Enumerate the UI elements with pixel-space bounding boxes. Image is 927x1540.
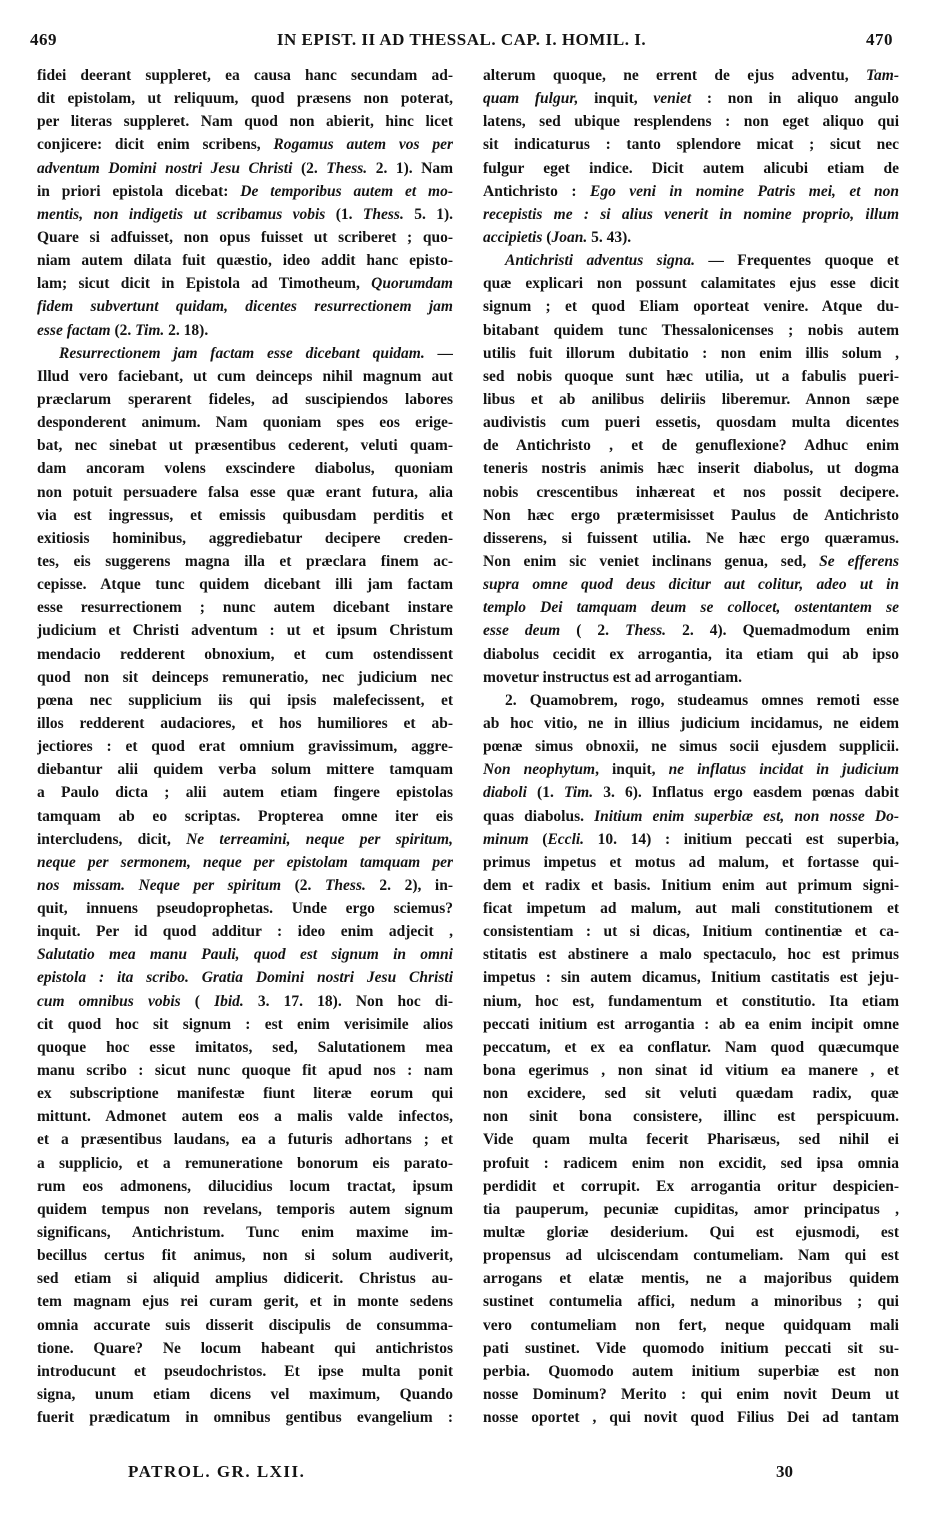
text-line: Antichristo : Ego veni in nomine Patris mei, et non xyxy=(483,182,899,200)
text-line: fidei deerant suppleret, ea causa hanc secundam ad- xyxy=(37,67,453,84)
text-line: Non hæc ergo prætermisisset Paulus de Antichristo xyxy=(483,506,899,524)
text-line: tione. Quare? Ne locum habeant qui antichristos xyxy=(37,1339,453,1357)
text-line: desponderent animum. Nam quoniam spes eos erige- xyxy=(37,414,453,432)
text-line: impetus : sin autem dicamus, Initium castitatis est jeju- xyxy=(483,969,899,987)
text-line: nosse Dominum? Merito : qui enim novit Deum ut xyxy=(483,1386,899,1404)
text-line: cum omnibus vobis ( Ibid. 3. 17. 18). Non hoc di- xyxy=(37,992,453,1010)
text-line: diebantur alii quidem verba solum mittere tamquam xyxy=(37,761,453,779)
text-line: quit, innuens pseudoprophetas. Unde ergo sciemus? xyxy=(37,900,453,918)
text-line: jectiores : et quod erat omnium gravissimum, aggre- xyxy=(37,738,453,756)
text-line: disserens, si fuissent utilia. Ne hæc ergo quæramus. xyxy=(483,529,899,547)
text-line: in priori epistola dicebat: De temporibus autem et mo- xyxy=(37,182,453,200)
text-line: inquit. Per id quod additur : ideo enim adjecit , xyxy=(37,923,453,941)
text-line: recepistis me : si alius venerit in nomine proprio, illum xyxy=(483,205,899,223)
text-line: vero contumeliam non fert, neque quidquam mali xyxy=(483,1316,899,1334)
text-line: Non enim sic veniet inclinans genua, sed, Se efferens xyxy=(483,552,899,570)
text-line: teneris nostris animis hæc inserit diabolus, ut dogma xyxy=(483,460,899,478)
text-line: tem magnam ejus rei curam gerit, et in monte sedens xyxy=(37,1293,453,1311)
text-line: nobis crescentibus inhæreat et nos possit decipere. xyxy=(483,483,899,501)
text-line: quod non sit deinceps remuneratio, nec judicium nec xyxy=(37,668,453,686)
text-line: propensus ad ulciscendam contumeliam. Nam qui est xyxy=(483,1247,899,1265)
text-line: a Paulo dicta ; alii autem etiam fingere epistolas xyxy=(37,784,453,802)
text-line: 2. Quamobrem, rogo, studeamus omnes remoti esse xyxy=(505,691,899,709)
right-text-column xyxy=(483,64,899,1429)
text-line: mittunt. Admonet autem eos a malis valde infectos, xyxy=(37,1108,453,1126)
text-line: multæ gloriæ desiderium. Qui est ejusmodi, est xyxy=(483,1224,899,1242)
text-line: latens, sed ubique resplendens : non eget aliquo qui xyxy=(483,113,899,131)
text-line: judicium et Christi adventum : ut et ipsum Christum xyxy=(37,622,453,640)
text-line: non excidere, sed sit veluti quædam radix, quæ xyxy=(483,1085,899,1103)
text-line: peccati initium est arrogantia : ab ea enim incipit omne xyxy=(483,1015,899,1033)
text-line: stitatis est abstinere a malo spectaculo, hoc est primus xyxy=(483,946,899,964)
text-line: ab hoc vitio, ne in illius judicium incidamus, ne eidem xyxy=(483,714,899,732)
text-line: exitiosis hominibus, aggrediebatur decipere creden- xyxy=(37,529,453,547)
text-line: Non neophytum, inquit, ne inflatus incidat in judicium xyxy=(483,761,899,779)
page-number-left: 469 xyxy=(30,30,57,49)
text-line: de Antichristo , et de genuflexione? Adhuc enim xyxy=(483,437,899,455)
text-line: non potuit persuadere falsa esse quæ erant futura, alia xyxy=(37,483,453,501)
text-line: accipietis (Joan. 5. 43). xyxy=(483,228,632,246)
running-title: IN EPIST. II AD THESSAL. CAP. I. HOMIL. I. xyxy=(276,30,647,49)
text-line: cit quod hoc sit signum : est enim verisimile alios xyxy=(37,1015,453,1033)
footer-signature: PATROL. GR. LXII. xyxy=(128,1462,306,1481)
text-line: supra omne quod deus dicitur aut colitur, adeo ut in xyxy=(483,576,899,594)
text-line: mentis, non indigetis ut scribamus vobis (1. Thess. 5. 1). xyxy=(37,205,453,223)
text-line: nosse oportet , qui novit quod Filius Dei ad tantam xyxy=(483,1409,899,1427)
text-line: nium, hoc est, fundamentum et constitutio. Ita etiam xyxy=(483,992,899,1010)
text-line: lam; sicut dicit in Epistola ad Timotheum, Quorumdam xyxy=(37,275,453,293)
text-line: movetur instructus est ad arrogantiam. xyxy=(483,668,743,686)
text-line: signa, unum etiam dicens vel maximum, Quando xyxy=(37,1386,453,1404)
text-line: illos redderent audaciores, et hos humiliores et ab- xyxy=(37,714,453,732)
text-line: conjicere: dicit enim scribens, Rogamus autem vos per xyxy=(37,136,453,154)
text-line: manu scribo : sicut nunc quoque fit apud nos : nam xyxy=(37,1062,453,1080)
text-line: dem et radix et basis. Initium enim aut primum signi- xyxy=(483,876,899,894)
text-line: diabolus cecidit ex arrogantia, ita etiam qui ab ipso xyxy=(483,645,899,663)
text-line: utilis fuit illorum dubitatio : non enim illis solum , xyxy=(483,344,899,362)
text-line: esse deum ( 2. Thess. 2. 4). Quemadmodum enim xyxy=(483,622,899,640)
text-line: consistentiam : ut si dicas, Initium continentiæ et ca- xyxy=(483,923,899,941)
text-line: fuerit prædicatum in omnibus gentibus evangelium : xyxy=(37,1409,453,1427)
text-line: profuit : radicem enim non excidit, sed ipsa omnia xyxy=(483,1154,899,1172)
text-line: primus impetus et motus ad malum, et fortasse qui- xyxy=(483,853,899,871)
text-line: ficat impetum ad malum, aut mali constitutionem et xyxy=(483,900,899,918)
text-line: sed etiam si aliquid amplius didicerit. Christus au- xyxy=(37,1270,453,1288)
text-line: neque per sermonem, neque per epistolam tamquam per xyxy=(37,853,453,871)
text-line: fidem subvertunt quidam, dicentes resurrectionem jam xyxy=(37,298,453,316)
text-line: quæ explicari non possunt calamitates ejus esse dicit xyxy=(483,275,899,293)
text-line: quam fulgur, inquit, veniet : non in aliquo angulo xyxy=(483,90,899,108)
text-line: tes, eis suggerens magna illa et præclara finem ac- xyxy=(37,552,453,570)
text-line: Salutatio mea manu Pauli, quod est signum in omni xyxy=(37,946,453,964)
text-line: Quare si adfuisset, non opus fuisset ut scriberet ; quo- xyxy=(37,228,453,246)
text-line: via est ingressus, et emissis quibusdam perditis et xyxy=(37,506,453,524)
text-line: significans, Antichristum. Tunc enim maxime im- xyxy=(37,1224,453,1242)
text-line: tamquam ab eo scriptas. Propterea omne iter eis xyxy=(37,807,453,825)
text-line: dit epistolam, ut reliquum, quod præsens non poterat, xyxy=(37,90,453,108)
text-line: ex subscriptione manifestæ fiunt literæ eorum qui xyxy=(37,1085,453,1103)
text-line: bona egerimus , non sinat id vitium ea manere , et xyxy=(483,1062,899,1080)
text-line: perbia. Quomodo autem initium superbiæ est non xyxy=(483,1362,899,1380)
text-line: becillus certus fit animus, non si solum audiverit, xyxy=(37,1247,453,1265)
text-line: quoque hoc esse imitatos, sed, Salutationem mea xyxy=(37,1038,453,1056)
text-line: bat, nec sinebat ut præsentibus cederent, veluti quam- xyxy=(37,437,453,455)
text-line: templo Dei tamquam deum se collocet, ostentantem se xyxy=(483,599,899,617)
text-line: perdidit et corrupit. Ex arrogantia oritur despicien- xyxy=(483,1177,899,1195)
text-line: peccatum, et ex ea conflatur. Nam quod quæcumque xyxy=(483,1038,899,1056)
text-line: epistola : ita scribo. Gratia Domini nostri Jesu Christi xyxy=(37,969,453,987)
text-line: audivistis cum pueri essetis, quosdam multa dicentes xyxy=(483,414,899,432)
text-line: a supplicio, et a remuneratione bonorum eis parato- xyxy=(37,1154,453,1172)
running-header xyxy=(30,30,893,60)
text-line: præclarum sperarent fideles, ad suscipiendos labores xyxy=(37,390,453,408)
text-line: niam autem dilata fuit quæstio, ideo addit hanc episto- xyxy=(37,252,453,270)
text-line: Antichristi adventus signa. — Frequentes quoque et xyxy=(505,252,899,270)
text-line: diaboli (1. Tim. 3. 6). Inflatus ergo easdem pœnas dabit xyxy=(483,784,899,802)
text-line: Resurrectionem jam factam esse dicebant quidam. — xyxy=(59,344,453,362)
text-line: signum ; et quod Eliam oporteat venire. Atque du- xyxy=(483,298,899,316)
text-line: cepisse. Atque tunc quidem dicebant illi jam factam xyxy=(37,576,453,594)
text-line: fulgur eget indice. Dicit autem alicubi etiam de xyxy=(483,159,899,177)
text-line: intercludens, dicit, Ne terreamini, neque per spiritum, xyxy=(37,830,453,848)
text-line: arrogans et elatæ mentis, ne a majoribus quidem xyxy=(483,1270,899,1288)
text-line: dam ancoram volens exscindere diabolus, quoniam xyxy=(37,460,453,478)
text-line: bitabant quidem tunc Thessalonicenses ; nobis autem xyxy=(483,321,899,339)
text-line: omnia accurate suis disserit discipulis de consumma- xyxy=(37,1316,453,1334)
text-line: esse resurrectionem ; nunc autem dicebant instare xyxy=(37,599,453,617)
text-line: quas diabolus. Initium enim superbiæ est, non nosse Do- xyxy=(483,807,899,825)
text-line: alterum quoque, ne errent de ejus adventu, Tam- xyxy=(483,67,899,84)
text-line: mendacio redderent obnoxium, et cum ostendissent xyxy=(37,645,453,663)
text-line: nos missam. Neque per spiritum (2. Thess. 2. 2), in- xyxy=(37,876,453,894)
text-line: quidem tempus non revelans, temporis autem signum xyxy=(37,1200,453,1218)
text-line: sustinet contumelia affici, nedum a minoribus ; qui xyxy=(483,1293,899,1311)
text-line: minum (Eccli. 10. 14) : initium peccati est superbia, xyxy=(483,830,899,848)
text-line: et a præsentibus laudans, ea a futuris adhortans ; et xyxy=(37,1131,453,1149)
text-line: introducunt et pseudochristos. Et ipse multa ponit xyxy=(37,1362,453,1380)
text-line: tia pauperum, pecuniæ cupiditas, amor principatus , xyxy=(483,1200,899,1218)
text-line: rum eos admonens, dilucidius locum tractat, ipsum xyxy=(37,1177,453,1195)
text-line: non sinit bona consistere, illinc est perspicuum. xyxy=(483,1108,899,1126)
text-line: adventum Domini nostri Jesu Christi (2. Thess. 2. 1). Nam xyxy=(37,159,453,177)
text-line: per literas suppleret. Nam quod non abierit, hinc licet xyxy=(37,113,453,131)
text-line: Illud vero faciebant, ut cum deinceps nihil magnum aut xyxy=(37,367,453,385)
text-line: pœnæ simus obnoxii, ne simus socii ejusdem supplicii. xyxy=(483,738,899,756)
text-line: Vide quam multa fecerit Pharisæus, sed nihil ei xyxy=(483,1131,899,1149)
page-number-right: 470 xyxy=(866,30,893,49)
text-line: pœna nec supplicium iis qui ipsis malefecissent, et xyxy=(37,691,453,709)
left-text-column xyxy=(37,64,453,1429)
text-line: esse factam (2. Tim. 2. 18). xyxy=(37,321,209,339)
text-line: sed nobis quoque sunt hæc utilia, ut a fabulis pueri- xyxy=(483,367,899,385)
footer-sheet-number: 30 xyxy=(776,1462,793,1481)
text-line: libus et ab anilibus deliriis liberemur. Annon sæpe xyxy=(483,390,899,408)
text-line: pati sustinet. Vide quomodo initium peccati sit su- xyxy=(483,1339,899,1357)
text-line: sit indicaturus : tanto splendore micat ; sicut nec xyxy=(483,136,899,154)
